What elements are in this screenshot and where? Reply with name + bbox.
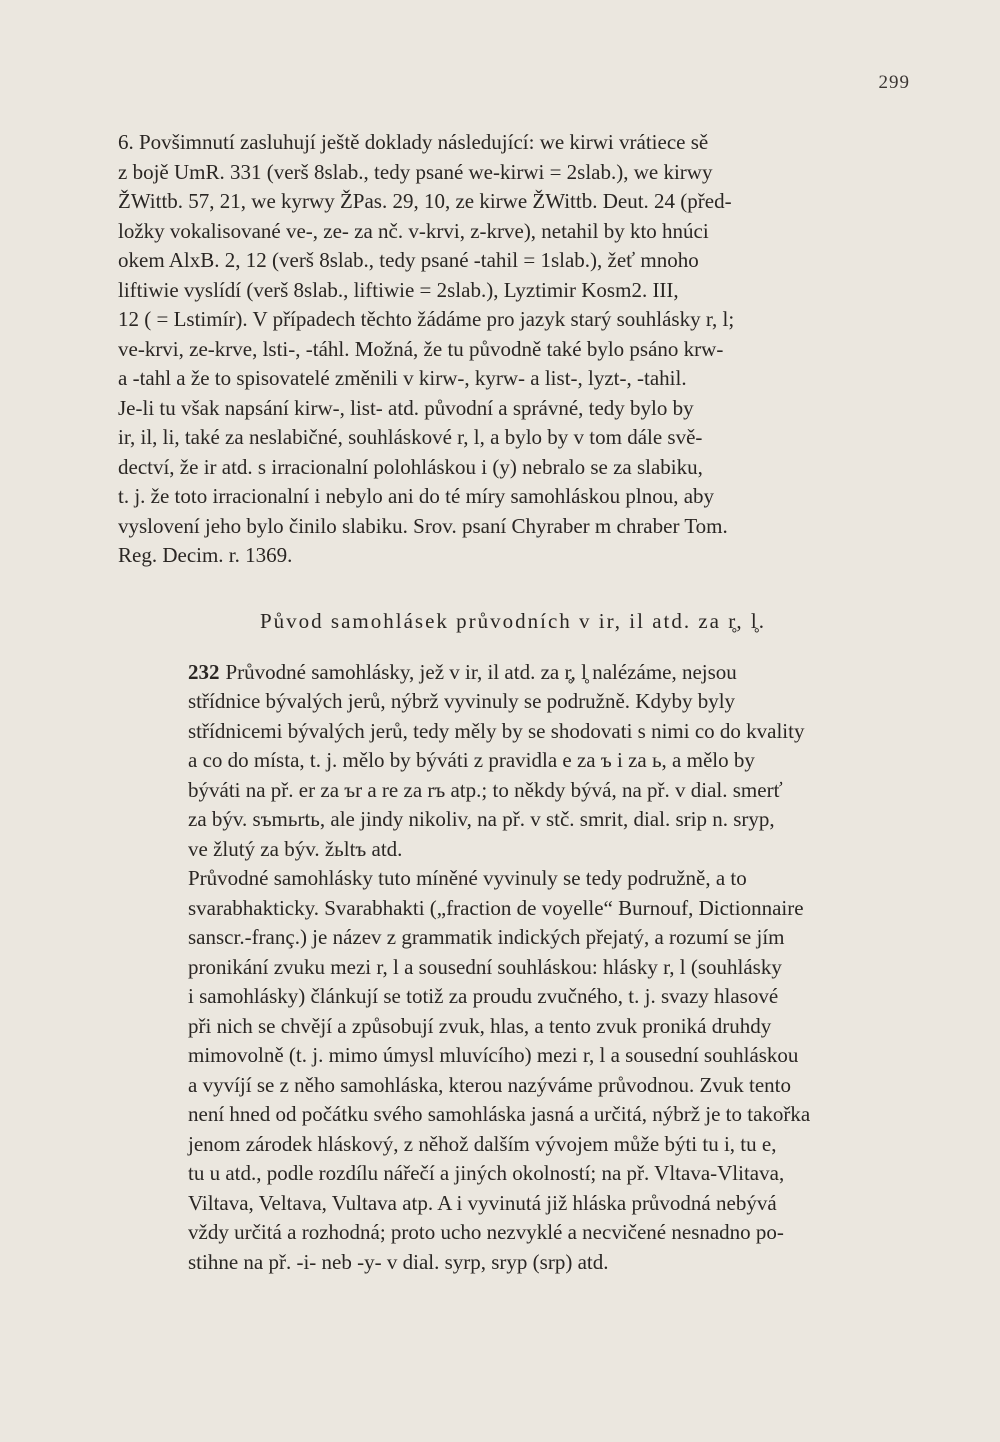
text-line: okem AlxB. 2, 12 (verš 8slab., tedy psané -tahil = 1slab.), žeť mnoho	[118, 248, 699, 272]
text-line: střídnice bývalých jerů, nýbrž vyvinuly se podružně. Kdyby byly	[188, 689, 736, 713]
paragraph-number: 232	[188, 659, 220, 684]
text-line: 12 ( = Lstimír). V případech těchto žádáme pro jazyk starý souhlásky r, l;	[118, 307, 735, 331]
paragraph-6	[118, 128, 908, 571]
text-line: dectví, že ir atd. s irracionalní polohláskou i (y) nebralo se za slabiku,	[118, 454, 703, 479]
text-line-content: Průvodné samohlásky, jež v ir, il atd. za r̥, l̥ nalézáme, nejsou	[225, 659, 737, 684]
page-body	[118, 128, 908, 1277]
text-line: tu u atd., podle rozdílu nářečí a jiných okolností; na př. Vltava-Vlitava,	[188, 1161, 785, 1185]
text-line: 6. Povšimnutí zasluhují ještě doklady následující: we kirwi vrátiece sě	[118, 130, 709, 154]
text-line: býváti na př. er za ъr a re za rъ atp.; to někdy bývá, na př. v dial. smerť	[188, 777, 783, 802]
text-line: není hned od počátku svého samohláska jasná a určitá, nýbrž je to takořka	[188, 1102, 811, 1126]
text-line: a co do místa, t. j. mělo by býváti z pravidla e za ъ i za ь, a mělo by	[188, 748, 755, 772]
paragraph-232	[118, 658, 908, 865]
text-line: při nich se chvějí a způsobují zvuk, hlas, a tento zvuk proniká druhdy	[188, 1013, 772, 1038]
section-heading: Původ samohlásek průvodních v ir, il atd. za r̥, l̥.	[260, 608, 766, 633]
page-number: 299	[878, 72, 910, 93]
text-line: jenom zárodek hláskový, z něhož dalším vývojem může býti tu i, tu e,	[188, 1131, 777, 1156]
paragraph-svarabhakti	[118, 864, 908, 1277]
section-spacer	[118, 571, 908, 607]
text-line: z bojě UmR. 331 (verš 8slab., tedy psané we-kirwi = 2slab.), we kirwy	[118, 159, 713, 184]
text-line: střídnicemi bývalých jerů, tedy měly by se shodovati s nimi co do kvality	[188, 718, 805, 743]
text-line: ložky vokalisované ve-, ze- za nč. v-krvi, z-krve), netahil by kto hnúci	[118, 218, 709, 243]
text-line: liftiwie vyslídí (verš 8slab., liftiwie = 2slab.), Lyztimir Kosm2. III,	[118, 277, 679, 302]
text-line: za býv. sъmьrtь, ale jindy nikoliv, na př. v stč. smrit, dial. srip n. sryp,	[188, 807, 775, 831]
text-line: a vyvíjí se z něho samohláska, kterou nazýváme průvodnou. Zvuk tento	[188, 1072, 792, 1097]
text-line: Viltava, Veltava, Vultava atp. A i vyvinutá již hláska průvodná nebývá	[188, 1190, 777, 1215]
text-line: Průvodné samohlásky tuto míněné vyvinuly se tedy podružně, a to	[188, 866, 747, 890]
text-line: vždy určitá a rozhodná; proto ucho nezvyklé a necvičené nesnadno po-	[188, 1220, 784, 1244]
text-line: sanscr.-franç.) je název z grammatik indických přejatý, a rozumí se jím	[188, 925, 785, 949]
text-line: svarabhakticky. Svarabhakti („fraction de voyelle“ Burnouf, Dictionnaire	[188, 895, 804, 920]
text-line: mimovolně (t. j. mimo úmysl mluvícího) mezi r, l a sousední souhláskou	[188, 1043, 799, 1067]
text-line: ve žlutý za býv. žьltъ atd.	[188, 836, 403, 861]
text-line: Reg. Decim. r. 1369.	[118, 543, 293, 567]
text-line: t. j. že toto irracionalní i nebylo ani do té míry samohláskou plnou, aby	[118, 484, 715, 508]
text-line: vyslovení jeho bylo činilo slabiku. Srov. psaní Chyraber m chraber Tom.	[118, 513, 728, 538]
text-line: pronikání zvuku mezi r, l a sousední souhláskou: hlásky r, l (souhlásky	[188, 954, 782, 979]
text-line	[118, 658, 908, 688]
text-line: ve-krvi, ze-krve, lsti-, -táhl. Možná, že tu původně také bylo psáno krw-	[118, 336, 724, 361]
text-line: ir, il, li, také za neslabičné, souhláskové r, l, a bylo by v tom dále svě-	[118, 425, 703, 449]
text-line: a -tahl a že to spisovatelé změnili v kirw-, kyrw- a list-, lyzt-, -tahil.	[118, 366, 687, 390]
text-line: stihne na př. -i- neb -y- v dial. syrp, sryp (srp) atd.	[188, 1249, 609, 1274]
text-line: ŽWittb. 57, 21, we kyrwy ŽPas. 29, 10, ze kirwe ŽWittb. Deut. 24 (před-	[118, 189, 732, 213]
text-line: i samohlásky) článkují se totiž za proudu zvučného, t. j. svazy hlasové	[188, 984, 779, 1008]
text-line: Je-li tu však napsání kirw-, list- atd. původní a správné, tedy bylo by	[118, 395, 694, 420]
